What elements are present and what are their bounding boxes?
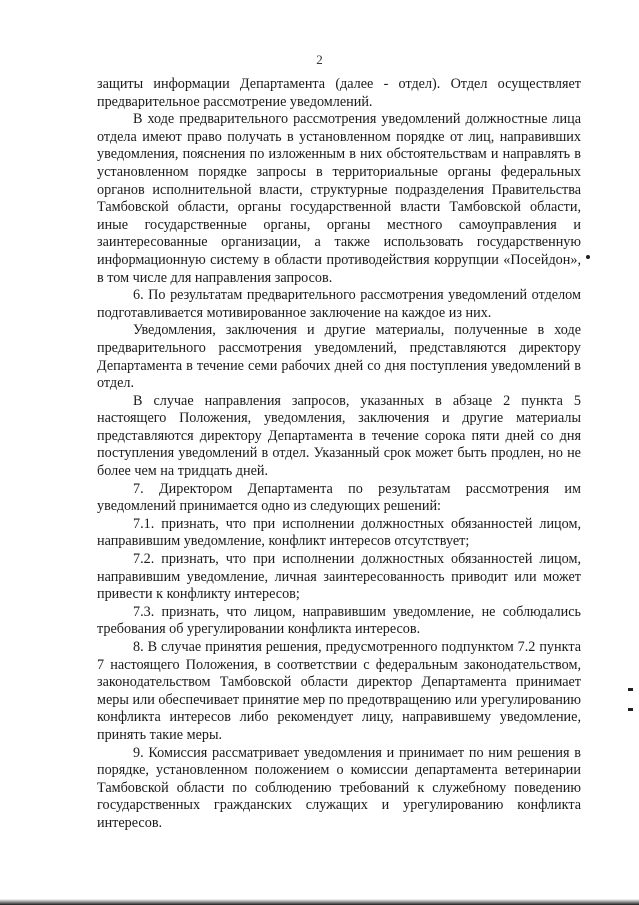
scan-bottom-edge: [0, 899, 639, 905]
paragraph-item-7-1: 7.1. признать, что при исполнении должностных обязанностей лицом, направившим уведомление, конфликт интересов отсутствует;: [97, 515, 581, 550]
paragraph-item-9: 9. Комиссия рассматривает уведомления и принимает по ним решения в порядке, установленном положением о комиссии департамента ветеринарии Тамбовской области по соблюдению требований к служебному поведению государственных гражданских служащих и урегулированию конфликта интересов.: [97, 744, 581, 831]
paragraph-item-8: 8. В случае принятия решения, предусмотренного подпунктом 7.2 пункта 7 настоящего Положения, в соответствии с федеральным законодательством, законодательством Тамбовской области директор Департамента принимает меры или обеспечивает принятие мер по предотвращению или урегулированию конфликта интересов либо рекомендует лицу, направившему уведомление, принять такие меры.: [97, 639, 581, 743]
paragraph-materials: Уведомления, заключения и другие материалы, полученные в ходе предварительного рассмотрения уведомлений, представляются директору Департамента в течение семи рабочих дней со дня поступления уведомлений в отдел.: [97, 322, 581, 392]
document-body: [97, 76, 581, 833]
paragraph-requests-term: В случае направления запросов, указанных в абзаце 2 пункта 5 настоящего Положения, уведомления, заключения и другие материалы представляются директору Департамента в течение сорока пяти дней со дня поступления уведомлений в отдел. Указанный срок может быть продлен, но не более чем на тридцать дней.: [97, 392, 581, 480]
page-number: 2: [316, 52, 323, 67]
paragraph-item-7-3: 7.3. признать, что лицом, направившим уведомление, не соблюдались требования об урегулировании конфликта интересов.: [97, 603, 581, 638]
paragraph-item-6: 6. По результатам предварительного рассмотрения уведомлений отделом подготавливается мотивированное заключение на каждое из них.: [97, 287, 581, 321]
paragraph-item-7: 7. Директором Департамента по результатам рассмотрения им уведомлений принимается одно из следующих решений:: [97, 480, 581, 515]
paragraph-review-rights: В ходе предварительного рассмотрения уведомлений должностные лица отдела имеют право получать в установленном порядке от лиц, направивших уведомления, пояснения по изложенным в них обстоятельствам и направлять в установленном порядке запросы в территориальные органы федеральных органов исполнительной власти, структурные подразделения Правительства Тамбовской области, органы государственной власти Тамбовской области, иные государственные органы, органы местного самоуправления и заинтересованные организации, а также использовать государственную информационную систему в области противодействия коррупции «Посейдон», в том числе для направления запросов.: [97, 111, 581, 286]
scan-edge-mark: [628, 708, 633, 711]
scan-edge-mark: [628, 688, 633, 691]
paragraph-item-7-2: 7.2. признать, что при исполнении должностных обязанностей лицом, направившим уведомление, личная заинтересованность приводит или может привести к конфликту интересов;: [97, 551, 581, 603]
scan-dot-mark: [586, 255, 590, 259]
paragraph-intro: защиты информации Департамента (далее - отдел). Отдел осуществляет предварительное рассмотрение уведомлений.: [97, 76, 581, 110]
